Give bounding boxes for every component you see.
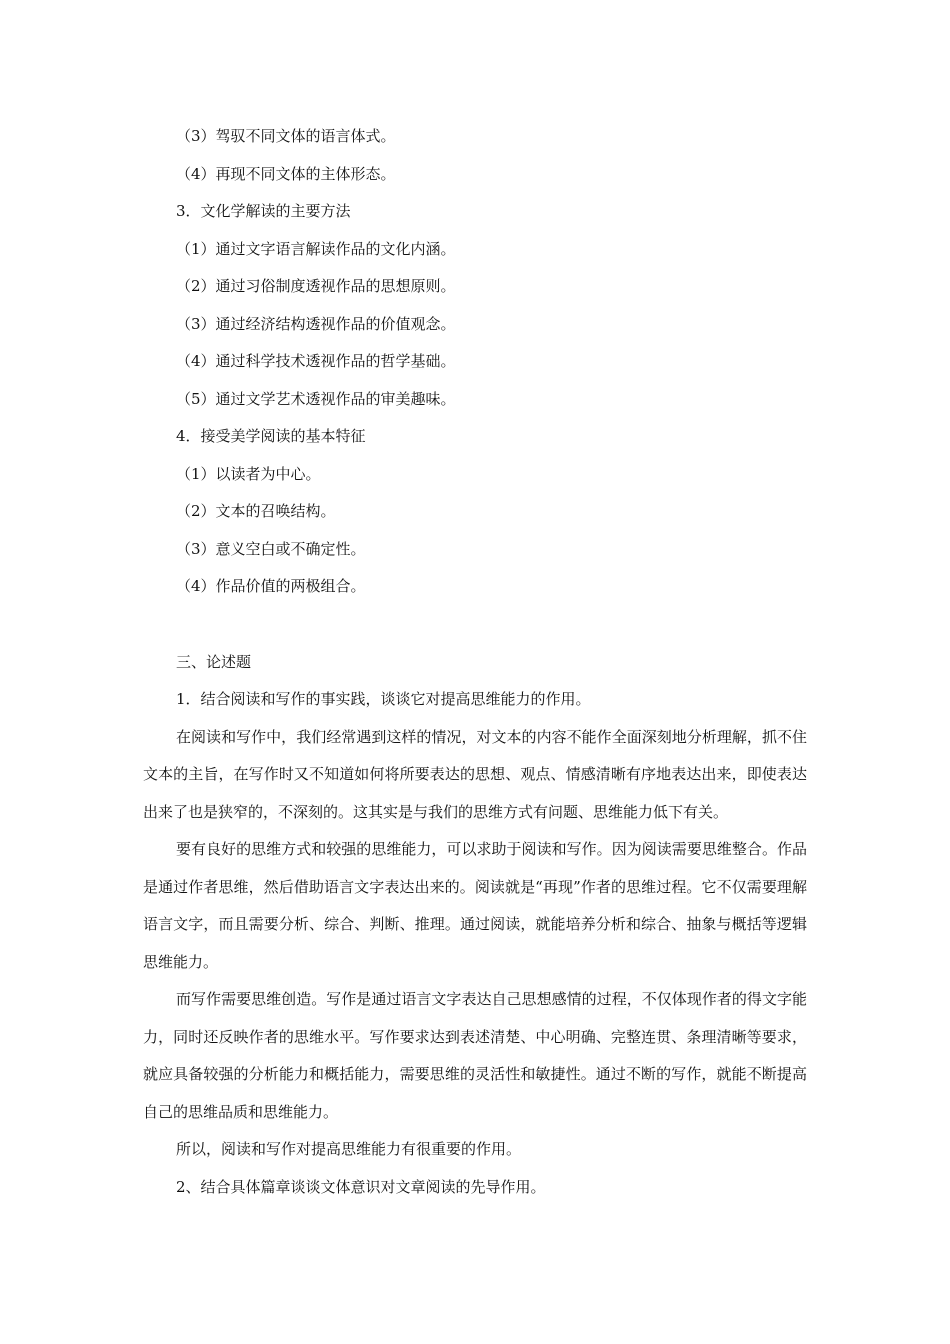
list-item: （5）通过文学艺术透视作品的审美趣味。: [176, 389, 456, 408]
body-paragraph: 而写作需要思维创造。写作是通过语言文字表达自己思想感情的过程，不仅体现作者的得文字能力，同时还反映作者的思维水平。写作要求达到表述清楚、中心明确、完整连贯、条理清晰等要求，就应具备较强的分析能力和概括能力，需要思维的灵活性和敏捷性。通过不断的写作，就能不断提高自己的思维品质和思维能力。: [143, 990, 807, 1121]
question-1: 1．结合阅读和写作的事实践，谈谈它对提高思维能力的作用。: [176, 690, 591, 708]
list-item: （3）通过经济结构透视作品的价值观念。: [176, 314, 456, 333]
list-item: （3）驾驭不同文体的语言体式。: [176, 127, 396, 145]
subheading-reception-aesthetics: 4．接受美学阅读的基本特征: [176, 427, 366, 445]
list-item: （4）通过科学技术透视作品的哲学基础。: [176, 352, 456, 370]
question-2: 2、结合具体篇章谈谈文体意识对文章阅读的先导作用。: [176, 1177, 546, 1196]
list-item: （3）意义空白或不确定性。: [176, 539, 366, 558]
document-page: [143, 118, 807, 1206]
list-item: （4）再现不同文体的主体形态。: [176, 164, 396, 183]
list-item: （1）通过文字语言解读作品的文化内涵。: [176, 239, 456, 258]
section-spacer: [143, 606, 807, 644]
list-item: （4）作品价值的两极组合。: [176, 577, 366, 595]
body-paragraph: 在阅读和写作中，我们经常遇到这样的情况，对文本的内容不能作全面深刻地分析理解，抓不住文本的主旨，在写作时又不知道如何将所要表达的思想、观点、情感清晰有序地表达出来，即使表达出来了也是狭窄的，不深刻的。这其实是与我们的思维方式有问题、思维能力低下有关。: [143, 727, 807, 821]
list-item: （2）文本的召唤结构。: [176, 502, 336, 520]
list-item: （1）以读者为中心。: [176, 464, 321, 483]
section-title: 三、论述题: [176, 652, 252, 671]
list-item: （2）通过习俗制度透视作品的思想原则。: [176, 277, 456, 295]
subheading-cultural-reading: 3．文化学解读的主要方法: [176, 202, 351, 220]
body-paragraph: 所以，阅读和写作对提高思维能力有很重要的作用。: [176, 1140, 522, 1158]
body-paragraph: 要有良好的思维方式和较强的思维能力，可以求助于阅读和写作。因为阅读需要思维整合。作品是通过作者思维，然后借助语言文字表达出来的。阅读就是“再现”作者的思维过程。它不仅需要理解语言文字，而且需要分析、综合、判断、推理。通过阅读，就能培养分析和综合、抽象与概括等逻辑思维能力。: [143, 840, 807, 971]
